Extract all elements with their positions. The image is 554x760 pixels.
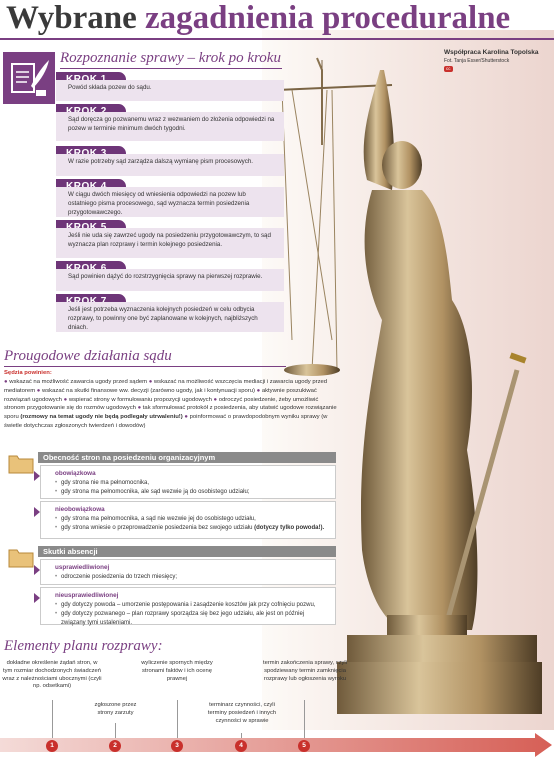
timeline-arrow xyxy=(0,733,554,759)
duty-item: wskazać na możliwość zawarcia ugody przed sądem xyxy=(9,378,148,385)
timeline-point-5: 5 xyxy=(298,740,310,752)
judge-duties: Sędzia powinien: ● wskazać na możliwość zawarcia ugody przed sądem ● wskazać na możliwość wszczęcia mediacji i zawarcia ugody przed mediatorem ● wskazać na skutki finansowe ww. decyzji (zarówno ugody, jak i kontynuacji sporu) ● aktywnie poszukiwać rozwiązań ugodowych ● wspierać strony w formułowaniu propozycji ugodowych ● odroczyć posiedzenie, żeby umożliwić stronom przygotowanie się do rozmów ugodowych ● tak sformułować protokół z posiedzenia, aby utatwić ugodowe rozwiązanie sporu (rozmowy na temat ugody nie będą podlegały utrwaleniu!) ● poinformować o prawdopodobnym wyniku sprawy (w świetle dotychczas zgłoszonych twierdzeń i dowodów) xyxy=(4,370,337,430)
presence-bar: Obecność stron na posiedzeniu organizacyjnym xyxy=(38,452,336,463)
timeline-label-1: dokładne określenie żądań stron, w tym rozmiar dochodzonych świadczeń wraz z należnościami ubocznymi (czyli np. odsetkami) xyxy=(2,660,102,690)
step-body-2: Sąd doręcza go pozwanemu wraz z wezwaniem do złożenia odpowiedzi na pozew w terminie minimum dwóch tygodni. xyxy=(56,112,284,141)
list-item-bold: (dotyczy tylko powoda!). xyxy=(254,525,325,532)
duty-bold-note: (rozmowy na temat ugody nie będą podlegały utrwaleniu!) xyxy=(20,414,183,421)
duty-item: aktywnie poszukiwać rozwiązań ugodowych xyxy=(4,387,317,403)
timeline-point-2: 2 xyxy=(109,740,121,752)
step-body-7: Jeśli jest potrzeba wyznaczenia kolejnych posiedzeń w celu odbycia rozprawy, to powinny one być zaplanowane w kolejnych, najbliższych dniach. xyxy=(56,302,284,332)
timeline-label-5: termin zakończenia sprawy, czyli spodziewany termin zamknięcia rozprawy lub ogłoszenia wyroku xyxy=(263,660,347,682)
title-rule xyxy=(0,38,554,40)
credits xyxy=(444,49,539,73)
timeline-point-4: 4 xyxy=(235,740,247,752)
timeline-label-4: terminarz czynności, czyli terminy posiedzeń i innych czynności w sprawie xyxy=(207,702,277,724)
section-heading-steps: Rozpoznanie sprawy – krok po kroku xyxy=(60,50,281,66)
list-item: • gdy dotyczy pozwanego – plan rozprawy sporządza się bez jego udziału, ale jest on później związany tymi ustaleniami. xyxy=(55,610,329,628)
absence-excused-title: usprawiedliwionej xyxy=(55,564,110,571)
timeline-label-3: wyliczenie spornych między stronami faktów i ich ocenę prawnej xyxy=(141,660,213,682)
folder-icon xyxy=(8,452,34,474)
section-heading-timeline: Elementy planu rozprawy: xyxy=(4,638,163,654)
step-body-5: Jeśli nie uda się zawrzeć ugody na posiedzeniu przygotowawczym, to sąd wyznacza plan rozprawy i termin kolejnego posiedzenia. xyxy=(56,228,284,258)
section-heading-court: Prougodowe działania sądu xyxy=(4,348,172,364)
step-body-6: Sąd powinien dążyć do rozstrzygnięcia sprawy na pierwszej rozprawie. xyxy=(56,269,284,291)
presence-optional-title: nieobowiązkowa xyxy=(55,506,105,513)
timeline-point-3: 3 xyxy=(171,740,183,752)
page-title xyxy=(6,2,510,35)
duty-item: wskazać na skutki finansowe ww. decyzji (zarówno ugody, jak i kontynuacji sporu) xyxy=(41,387,255,394)
list-item: • gdy strona nie ma pełnomocnika, xyxy=(55,479,329,488)
credits-photo: Fot. Tanja Esser/Shutterstock xyxy=(444,57,510,64)
timeline-label-2: zgłoszone przez strony zarzuty xyxy=(94,702,137,716)
step-body-3: W razie potrzeby sąd zarządza dalszą wymianę pism procesowych. xyxy=(56,154,284,176)
absence-unexcused-title: nieusprawiedliwionej xyxy=(55,592,119,599)
list-item xyxy=(55,524,329,533)
list-item: • gdy strona ma pełnomocnika, a sąd nie wezwie jej do osobistego udziału, xyxy=(55,515,329,524)
duty-item: odroczyć posiedzenie, żeby umożliwić stronom przygotowanie się do rozmów ugodowych xyxy=(4,396,319,412)
list-item: • odroczenie posiedzenia do trzech miesięcy; xyxy=(55,573,329,582)
list-item: • gdy dotyczy powoda – umorzenie postępowania i zasądzenie kosztów jak przy cofnięciu pozwu, xyxy=(55,601,329,610)
step-body-1: Powód składa pozew do sądu. xyxy=(56,80,284,101)
step-body-4: W ciągu dwóch miesięcy od wniesienia odpowiedzi na pozew lub ostatniego pisma procesowego, sąd wyznacza termin posiedzenia przygotowawczego. xyxy=(56,187,284,217)
duty-item: wskazać na możliwość wszczęcia mediacji i zawarcia ugody przed mediatorem xyxy=(4,378,328,394)
absence-unexcused-box xyxy=(40,587,336,625)
list-item: • gdy strona ma pełnomocnika, ale sąd wezwie ją do osobistego udziału; xyxy=(55,488,329,497)
absence-excused-box xyxy=(40,559,336,585)
duties-heading: Sędzia powinien: xyxy=(4,370,52,376)
title-part2: zagadnienia proceduralne xyxy=(145,0,511,36)
duty-item: wspierać strony w formułowaniu propozycji ugodowych xyxy=(68,396,212,403)
section-rule xyxy=(60,68,282,69)
presence-mandatory-title: obowiązkowa xyxy=(55,470,96,477)
list-item-text: gdy strona wniesie o przeprowadzenie posiedzenia bez swojego udziału xyxy=(61,525,253,532)
cc-badge: cc xyxy=(446,65,451,71)
folder-icon xyxy=(8,546,34,568)
credits-cooperation: Współpraca Karolina Topolska xyxy=(444,49,539,56)
timeline-point-1: 1 xyxy=(46,740,58,752)
duty-item: tak sformułować protokół z posiedzenia, aby utatwić ugodowe rozwiązanie sporu xyxy=(4,405,337,421)
duty-item: poinformować o prawdopodobnym wyniku sprawy (w świetle dotychczas zgłoszonych twierdzeń i dowodów) xyxy=(4,414,328,430)
quill-document-icon xyxy=(3,52,55,104)
presence-mandatory-box xyxy=(40,465,336,499)
title-part1: Wybrane xyxy=(6,0,137,36)
presence-optional-box xyxy=(40,501,336,539)
absence-bar: Skutki absencji xyxy=(38,546,336,557)
section-rule xyxy=(4,366,286,367)
